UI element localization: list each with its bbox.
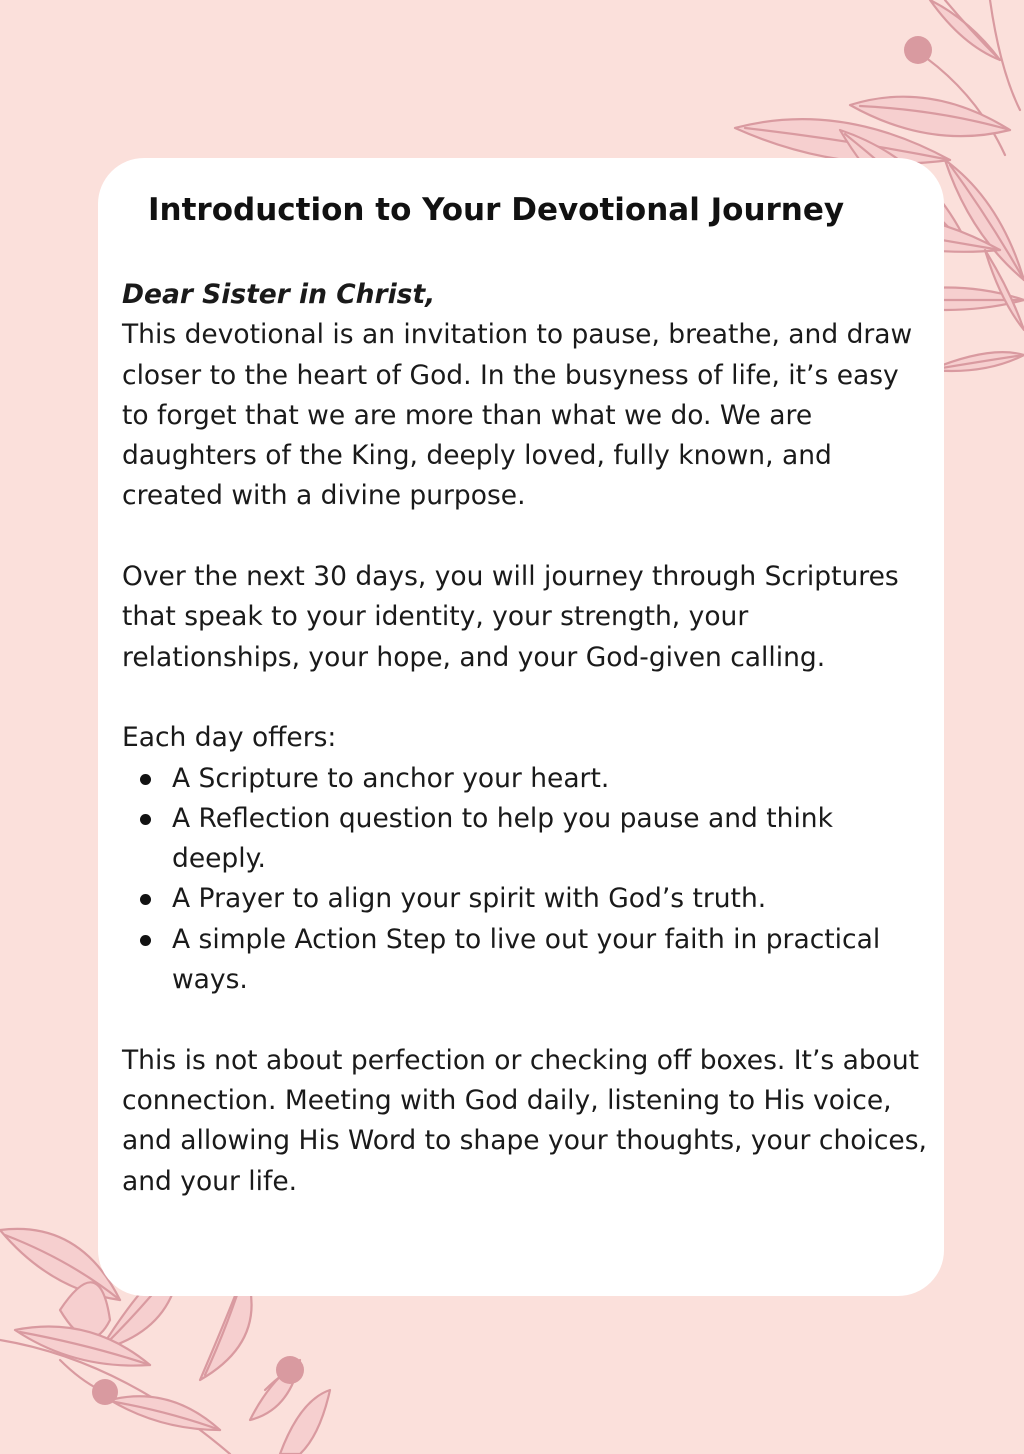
paragraph-spacer (122, 517, 930, 557)
bullet-icon (140, 814, 151, 825)
berry-icon (92, 1379, 118, 1405)
list-item (172, 879, 930, 919)
bullet-icon (140, 774, 151, 785)
list-item (172, 759, 930, 799)
list-item-text: A Prayer to align your spirit with God’s truth. (172, 883, 767, 915)
list-item-text: A simple Action Step to live out your faith in practical ways. (172, 923, 881, 996)
list-item-text: A Scripture to anchor your heart. (172, 762, 610, 794)
paragraph-spacer (122, 1000, 930, 1040)
closing-paragraph: This is not about perfection or checking off boxes. It’s about connection. Meeting with God daily, listening to His voice, and allowing His Word to shape your thoughts, your choices, and your life. (122, 1044, 927, 1197)
salutation: Dear Sister in Christ, (122, 279, 436, 310)
page-title: Introduction to Your Devotional Journey (148, 192, 845, 228)
list-intro: Each day offers: (122, 722, 337, 754)
list-item (172, 799, 930, 880)
list-item-text: A Reflection question to help you pause and think deeply. (172, 802, 833, 875)
intro-paragraph: This devotional is an invitation to pause, breathe, and draw closer to the heart of God. In the busyness of life, it’s easy to forget that we are more than what we do. We are daughters of the King, deeply loved, fully known, and created with a divine purpose. (122, 319, 913, 512)
paragraph-spacer (122, 678, 930, 718)
journey-paragraph: Over the next 30 days, you will journey through Scriptures that speak to your identity, your strength, your relationships, your hope, and your God-given calling. (122, 561, 899, 673)
bullet-icon (140, 935, 151, 946)
berry-icon (904, 36, 932, 64)
list-item (172, 920, 930, 1001)
letter-body (122, 275, 930, 1202)
daily-offers-list (122, 759, 930, 1001)
berry-icon (276, 1356, 304, 1384)
bullet-icon (140, 894, 151, 905)
